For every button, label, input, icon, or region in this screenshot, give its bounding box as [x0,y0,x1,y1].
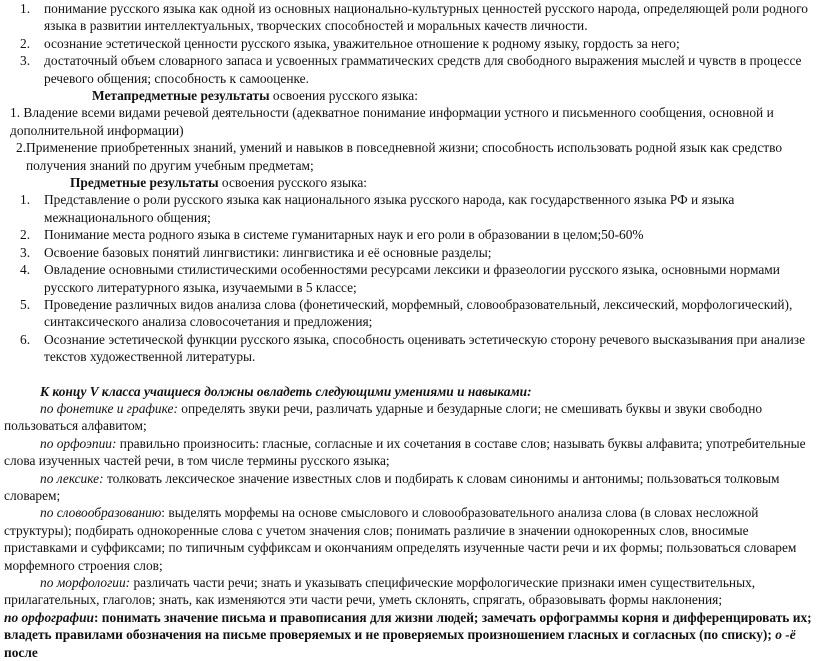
skill-paragraph [4,574,812,609]
heading-bold: Метапредметные результаты [92,88,270,104]
list-item [4,261,812,296]
skill-paragraph [4,435,812,470]
subject-results-heading [4,174,812,191]
skill-text: определять звуки речи, различать ударные и безударные слоги; не смешивать буквы и звуки свободно пользоваться алфавитом; [4,400,763,434]
list-item-text: достаточный объем словарного запаса и усвоенных грамматических средств для свободного выражения мыслей и чувств в процессе речевого общения; способность к самооценке. [44,53,802,86]
skill-term: по орфографии [4,609,94,625]
skill-term: по морфологии: [40,575,131,590]
list-item-text: Понимание места родного языка в системе гуманитарных наук и его роли в образовании в целом;50-60% [44,227,644,243]
spacer [4,366,812,383]
list-item [4,191,812,226]
list-number: 2. [20,227,31,243]
skill-tail: о -ё [775,627,796,643]
list-item-text: Овладение основными стилистическими особенностями ресурсами лексики и фразеологии русского языка, основными нормами русского литературного языка, изучаемыми в 5 классе; [44,262,780,295]
list-item [4,331,812,366]
skill-end: после [4,644,38,660]
list-item-text: понимание русского языка как одной из основных национально-культурных ценностей русского народа, определяющей роли родного языка в развитии интеллектуальных, творческих способностей и моральных качеств личности. [44,1,808,34]
list-number: 1. [20,1,31,16]
skill-paragraph [4,400,812,435]
list-number: 3. [20,53,31,69]
skill-text: правильно произносить: гласные, согласные и их сочетания в составе слов; называть буквы алфавита; употребительные слова изученных частей речи, в том числе термины русского языка; [4,435,806,469]
list-number: 6. [20,331,31,347]
list-number: 1. [20,192,31,208]
meta-results-heading [4,87,812,104]
list-item [4,244,812,261]
skill-text: различать части речи; знать и указывать специфические морфологические признаки имен существительных, прилагательных, глаголов; знать, как изменяются эти части речи, уметь склонять, спрягать, образовывать формы наклонения; [4,575,756,608]
list-item-text: Проведение различных видов анализа слова (фонетический, морфемный, словообразовательный, лексический, морфологический), синтаксического анализа словосочетания и предложения; [44,296,793,330]
list-item [4,52,812,87]
skill-paragraph [4,470,812,505]
skill-term: по фонетике и графике: [40,400,178,416]
skill-term: по орфоэпии: [40,435,117,451]
list-number: 4. [20,262,31,278]
skill-text: : выделять морфемы на основе смыслового и словообразовательного анализа слова (в словах несложной структуры); подбирать однокоренные слова с учетом значения слов; понимать различие в значении однокоренных слов, вносимые приставками и суффиксами; по типичным суффиксам и окончаниям определять изученные части речи и их формы; пользоваться словарем морфемного строения слов; [4,505,797,573]
list-number: 5. [20,296,31,312]
list-number: 3. [20,244,31,260]
skill-paragraph [4,504,812,574]
skill-text: : понимать значение письма и правописания для жизни людей; замечать орфограммы корня и дифференцировать их; владеть правилами обозначения на письме проверяемых и не проверяемых произношением гласных и согласных (по списку); [4,609,812,643]
skill-term: по лексике: [40,470,104,486]
skill-paragraph-orthography [4,609,812,661]
skills-lead: К концу V класса учащиеся должны овладеть следующими умениями и навыками: [40,383,532,399]
list-item-text: Представление о роли русского языка как национального языка русского народа, как государственного языка РФ и языка межнационального общения; [44,192,735,225]
subject-results-list [4,191,812,365]
list-item-text: осознание эстетической ценности русского языка, уважительное отношение к родному языку, гордость за него; [44,35,680,51]
meta-item: 2.Применение приобретенных знаний, умений и навыков в повседневной жизни; способность использовать родной язык как средство получения знаний по другим учебным предметам; [16,140,783,173]
personal-results-list [4,0,812,87]
list-item [4,226,812,243]
skill-term: по словообразованию [40,505,162,521]
list-item-text: Освоение базовых понятий лингвистики: лингвистика и её основные разделы; [44,244,492,260]
meta-item: 1. Владение всеми видами речевой деятельности (адекватное понимание информации устного и письменного сообщения, основной и дополнительной информации) [10,105,774,138]
list-item [4,0,812,35]
list-item [4,35,812,52]
heading-rest: освоения русского языка: [269,88,418,104]
heading-bold: Предметные результаты [70,175,219,191]
list-number: 2. [20,35,31,51]
skill-text: толковать лексическое значение известных слов и подбирать к словам синонимы и антонимы; пользоваться толковым словарем; [4,470,780,503]
list-item-text: Осознание эстетической функции русского языка, способность оценивать эстетическую сторону речевого высказывания при анализе текстов художественной литературы. [44,331,806,365]
list-item [4,296,812,331]
heading-rest: освоения русского языка: [218,175,368,191]
